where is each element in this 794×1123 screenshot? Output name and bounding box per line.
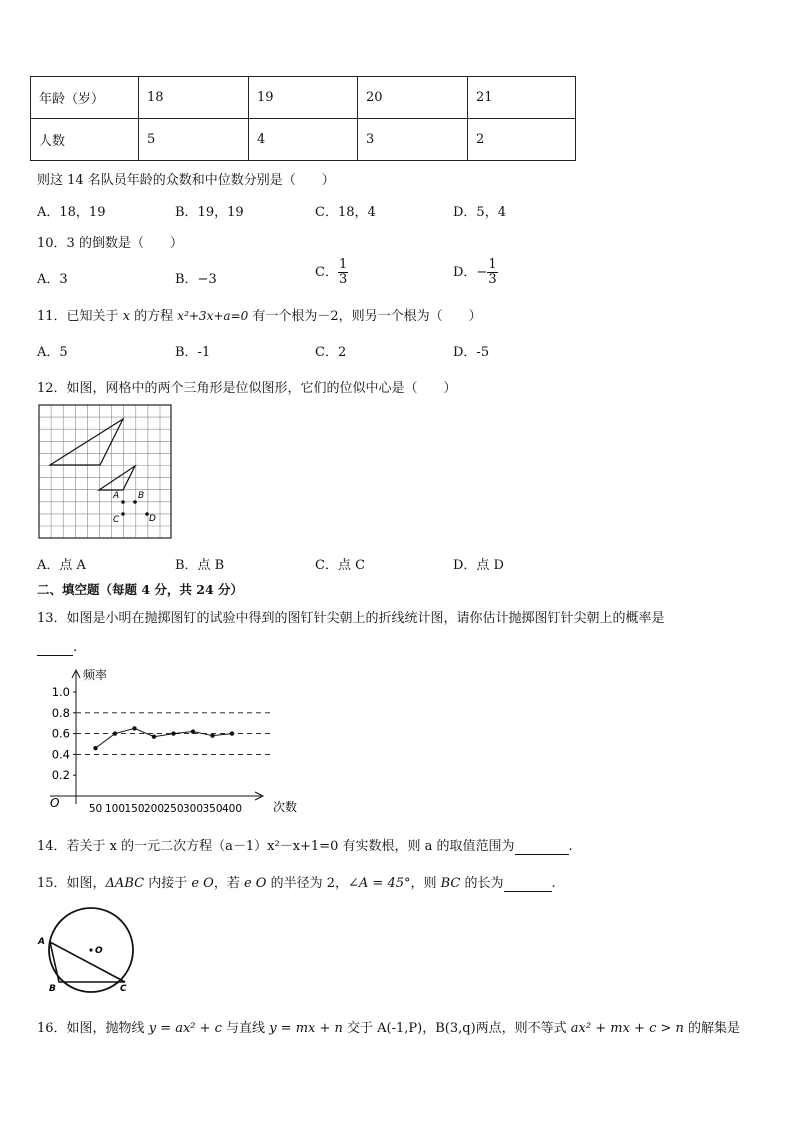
label-a: A	[38, 937, 45, 947]
frequency-line	[96, 728, 233, 748]
table-cell: 2	[468, 119, 576, 161]
stem-text: 16．如图，抛物线	[37, 1021, 149, 1036]
q12-option-b: B．点 B	[175, 558, 225, 573]
q12-option-d: D．点 D	[453, 558, 504, 573]
table-cell: 18	[139, 77, 249, 119]
q10-option-c-prefix: C．	[315, 265, 338, 280]
q10-option-d-prefix: D．−	[453, 265, 488, 280]
small-triangle	[99, 466, 135, 490]
stem-text: ，则	[410, 876, 441, 891]
table-row	[31, 77, 576, 119]
q9-stem: 则这 14 名队员年龄的众数和中位数分别是（ ）	[37, 173, 335, 188]
y-axis-label: 频率	[83, 668, 108, 682]
q11-option-b: B．-1	[175, 345, 211, 360]
x-tick-label: 150	[124, 803, 145, 815]
q13-stem: 13．如图是小明在抛掷图钉的试验中得到的图钉针尖朝上的折线统计图，请你估计抛掷图钉针尖朝上的概率是	[37, 611, 665, 626]
grid-figure	[38, 404, 172, 540]
y-tick-label: 0.6	[51, 726, 70, 741]
q16-stem	[37, 1017, 740, 1036]
x-tick-label: 400	[221, 803, 243, 815]
q9-option-b: B．19，19	[175, 205, 244, 220]
q14-stem	[37, 835, 573, 855]
q12-stem: 12．如图，网格中的两个三角形是位似图形，它们的位似中心是（ ）	[37, 381, 457, 396]
table-cell: 19	[249, 77, 358, 119]
origin-label: O	[50, 796, 60, 810]
fraction	[338, 258, 348, 287]
age-table	[30, 76, 576, 161]
data-point	[171, 731, 175, 735]
y-tick-label: 0.4	[51, 747, 70, 762]
data-point	[210, 733, 214, 737]
stem-text: 与直线	[221, 1021, 270, 1036]
q10-option-c	[315, 258, 348, 287]
stem-text: 交于 A(-1,P)，B(3,q)两点，则不等式	[342, 1021, 571, 1036]
data-point	[113, 731, 117, 735]
q12-option-a: A．点 A	[37, 558, 86, 573]
label-b: B	[138, 491, 145, 501]
q11-stem	[37, 305, 482, 324]
q11-option-a: A．5	[37, 345, 68, 360]
equation: x²+3x+a=0	[177, 309, 249, 323]
fraction	[487, 258, 497, 287]
circle-label: e O	[243, 876, 267, 891]
table-cell: 5	[139, 119, 249, 161]
label-b: B	[49, 984, 56, 994]
table-row	[31, 119, 576, 161]
answer-blank	[37, 640, 73, 656]
center-point	[89, 948, 92, 951]
y-tick-label: 1.0	[51, 685, 70, 699]
denominator: 3	[338, 272, 348, 287]
table-cell: 人数	[31, 119, 139, 161]
x-tick-label: 100	[104, 803, 126, 815]
y-tick-label: 0.2	[51, 768, 70, 783]
q13-answer-line	[37, 640, 77, 656]
label-c: C	[120, 984, 127, 994]
q10-stem: 10．3 的倒数是（ ）	[37, 236, 183, 251]
x-tick-label: 250	[163, 803, 184, 815]
table-cell: 年龄（岁）	[31, 77, 139, 119]
stem-text: 的长为	[460, 876, 504, 891]
stem-text: 11．已知关于	[37, 309, 123, 324]
numerator: 1	[338, 257, 348, 272]
x-tick-label: 50	[88, 803, 103, 815]
q10-option-a: A．3	[37, 272, 68, 287]
denominator: 3	[488, 272, 497, 287]
x-tick-label: 200	[143, 803, 165, 815]
variable: x	[122, 309, 131, 324]
stem-text: 的方程	[130, 309, 178, 324]
stem-text: ，若	[213, 876, 244, 891]
numerator: 1	[488, 257, 497, 272]
parabola-equation: y = ax² + c	[148, 1021, 222, 1036]
data-point	[93, 746, 97, 750]
inequality: ax² + mx + c > n	[570, 1021, 684, 1036]
segment-label: BC	[440, 876, 461, 891]
large-triangle	[50, 419, 123, 465]
table-cell: 4	[249, 119, 358, 161]
point-a	[121, 500, 125, 504]
q9-option-c: C．18，4	[315, 205, 376, 220]
stem-text: 的半径为 2，	[266, 876, 348, 891]
q12-option-c: C．点 C	[315, 558, 366, 573]
label-d: D	[149, 514, 156, 524]
table-cell: 21	[468, 77, 576, 119]
triangle-label: ΔABC	[105, 876, 145, 891]
q10-option-d	[453, 258, 498, 287]
data-point	[191, 729, 195, 733]
stem-text: 有一个根为－2，则另一个根为（ ）	[248, 309, 482, 324]
frequency-chart	[36, 664, 316, 822]
q9-option-d: D．5，4	[453, 205, 506, 220]
table-cell: 3	[358, 119, 468, 161]
table-cell: 20	[358, 77, 468, 119]
triangle-abc	[50, 942, 125, 982]
period: .	[73, 640, 78, 655]
section-heading: 二、填空题（每题 4 分，共 24 分）	[37, 582, 244, 597]
stem-text: 的解集是	[683, 1021, 741, 1036]
stem-text: 14．若关于 x 的一元二次方程（a－1）x²－x+1=0 有实数根，则 a 的取值范围为	[37, 839, 515, 854]
stem-text: 15．如图，	[37, 876, 106, 891]
data-point	[230, 731, 234, 735]
period: .	[568, 839, 573, 854]
label-a: A	[113, 491, 120, 501]
stem-text: 内接于	[144, 876, 192, 891]
x-tick-label: 350	[202, 803, 223, 815]
point-b	[133, 500, 137, 504]
q10-option-b: B．−3	[175, 272, 217, 287]
x-tick-label: 300	[182, 803, 204, 815]
y-tick-label: 0.8	[51, 705, 70, 720]
circle-figure	[36, 906, 136, 998]
q11-option-c: C．2	[315, 345, 347, 360]
answer-blank	[504, 876, 552, 892]
q11-option-d: D．-5	[453, 345, 490, 360]
x-axis-label: 次数	[273, 800, 298, 814]
angle-expression: ∠A = 45°	[348, 876, 411, 891]
data-point	[152, 735, 156, 739]
q9-option-a: A．18，19	[37, 205, 106, 220]
label-c: C	[113, 515, 120, 525]
line-equation: y = mx + n	[269, 1021, 343, 1036]
point-c	[121, 512, 125, 516]
answer-blank	[515, 839, 569, 855]
label-o: O	[95, 946, 103, 956]
q15-stem	[37, 872, 556, 892]
data-point	[132, 726, 136, 730]
period: .	[551, 876, 556, 891]
circle-label: e O	[191, 876, 214, 891]
